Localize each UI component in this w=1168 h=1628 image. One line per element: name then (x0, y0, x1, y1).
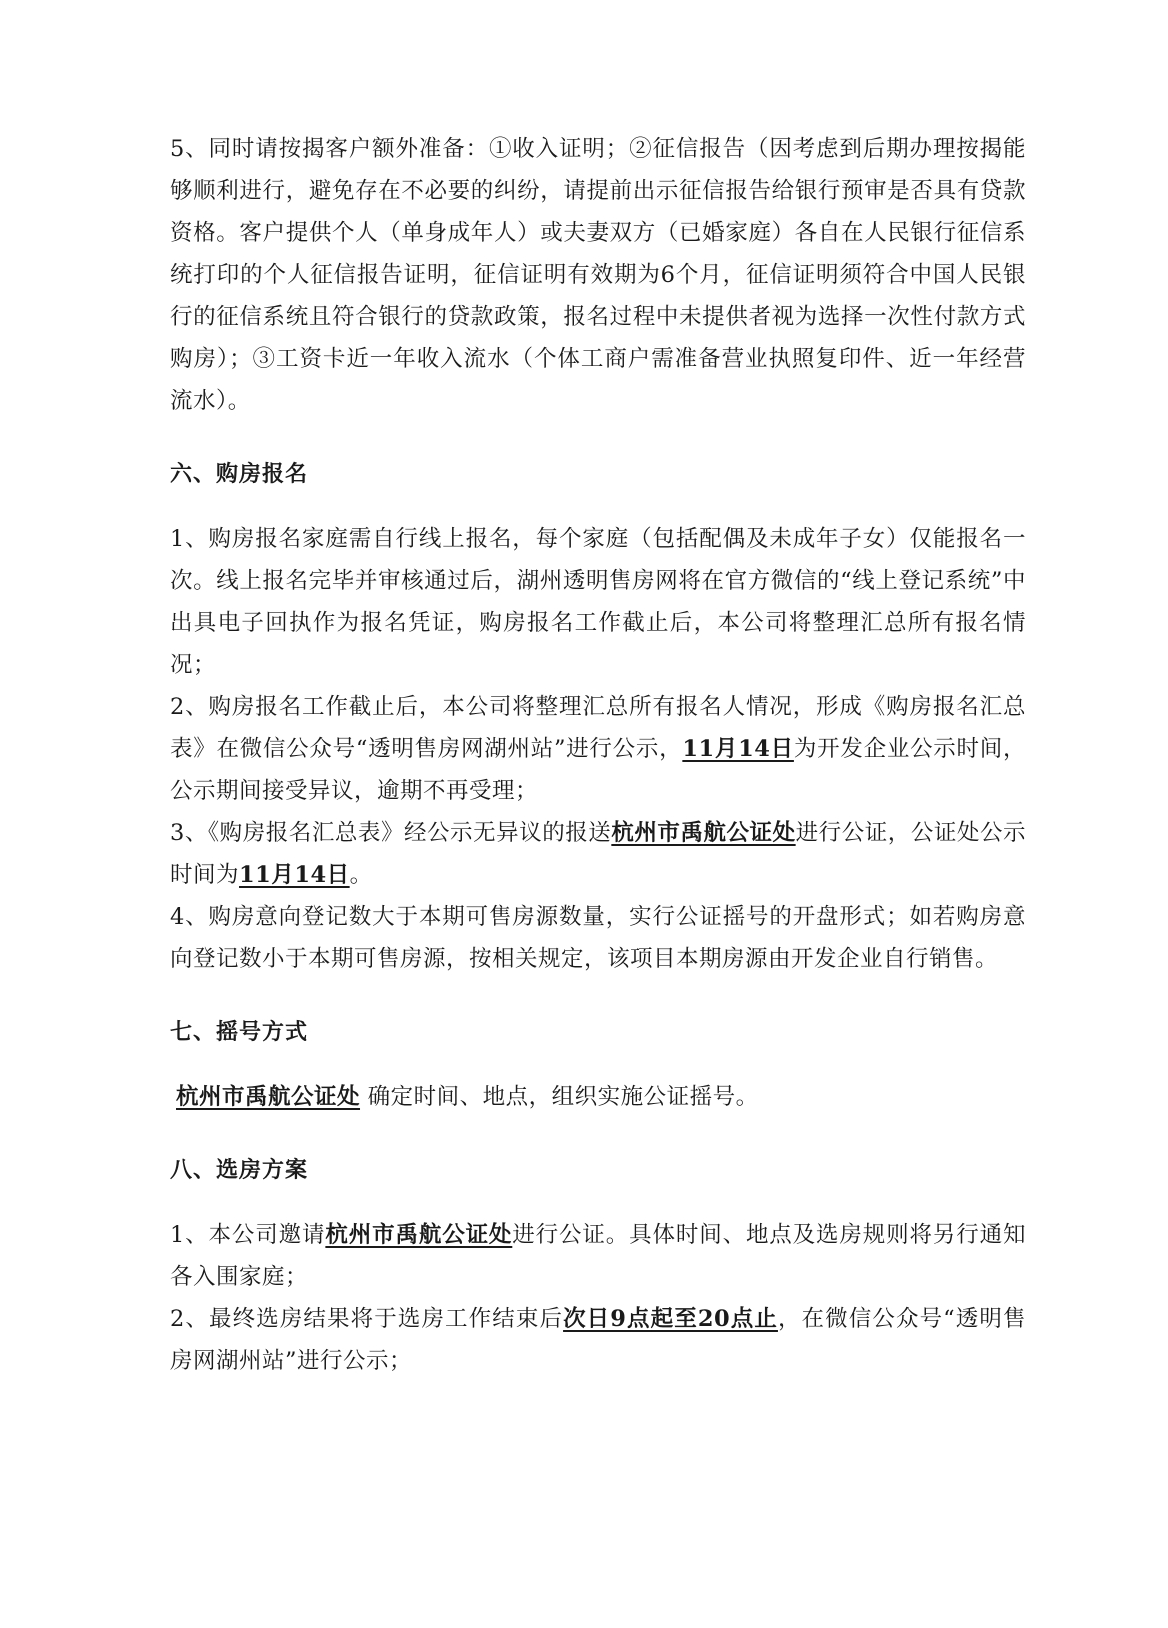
s8-notary-office: 杭州市禹航公证处 (325, 1222, 513, 1248)
section-7-heading: 七、摇号方式 (170, 1020, 309, 1045)
section-6-paragraph-1: 1、购房报名家庭需自行线上报名，每个家庭（包括配偶及未成年子女）仅能报名一次。线上报名完毕并审核通过后，湖州透明售房网将在官方微信的“线上登记系统”中出具电子回执作为报名凭证，购房报名工作截止后，本公司将整理汇总所有报名情况； (170, 526, 1026, 678)
section-6-paragraph-3 (170, 812, 1026, 896)
section-6-heading: 六、购房报名 (170, 462, 309, 487)
s8-publish-time: 次日9点起至20点止 (563, 1306, 778, 1332)
s8-p1-text-b: 进行公证。具体时间、地点及选房规则将另行通知各入围家庭； (170, 1222, 1026, 1290)
p2-date: 11月14日 (682, 736, 794, 762)
section-8-heading: 八、选房方案 (170, 1158, 309, 1183)
document-page (170, 128, 1026, 1382)
s7-text: 确定时间、地点，组织实施公证摇号。 (367, 1084, 759, 1110)
s7-notary-office: 杭州市禹航公证处 (176, 1084, 361, 1110)
section-7-paragraph (170, 1076, 1026, 1118)
section-6-paragraph-2 (170, 686, 1026, 812)
s8-p1-text-a: 1、本公司邀请 (170, 1222, 326, 1248)
s8-p2-text-b: ，在微信公众号“透明售房网湖州站”进行公示； (170, 1306, 1026, 1374)
p3-text-a: 3、《购房报名汇总表》经公示无异议的报送 (170, 820, 612, 846)
p3-date: 11月14日 (239, 862, 350, 888)
p3-text-b: 进行公证，公证处公示时间为 (170, 820, 1026, 888)
p3-notary-office: 杭州市禹航公证处 (611, 820, 796, 846)
section-6-paragraph-4: 4、购房意向登记数大于本期可售房源数量，实行公证摇号的开盘形式；如若购房意向登记数小于本期可售房源，按相关规定，该项目本期房源由开发企业自行销售。 (170, 904, 1026, 972)
item-5-paragraph: 5、同时请按揭客户额外准备：①收入证明；②征信报告（因考虑到后期办理按揭能够顺利进行，避免存在不必要的纠纷，请提前出示征信报告给银行预审是否具有贷款资格。客户提供个人（单身成年人）或夫妻双方（已婚家庭）各自在人民银行征信系统打印的个人征信报告证明，征信证明有效期为6个月，征信证明须符合中国人民银行的征信系统且符合银行的贷款政策，报名过程中未提供者视为选择一次性付款方式购房）；③工资卡近一年收入流水（个体工商户需准备营业执照复印件、近一年经营流水）。 (170, 136, 1026, 414)
p2-text-b: 为开发企业公示时间，公示期间接受异议，逾期不再受理； (170, 736, 1026, 804)
p3-text-c: 。 (349, 862, 373, 888)
s8-p2-text-a: 2、最终选房结果将于选房工作结束后 (170, 1306, 564, 1332)
p2-text-a: 2、购房报名工作截止后，本公司将整理汇总所有报名人情况，形成《购房报名汇总表》在微信公众号“透明售房网湖州站”进行公示， (170, 694, 1026, 762)
section-8-paragraph-1 (170, 1214, 1026, 1298)
section-8-paragraph-2 (170, 1298, 1026, 1382)
